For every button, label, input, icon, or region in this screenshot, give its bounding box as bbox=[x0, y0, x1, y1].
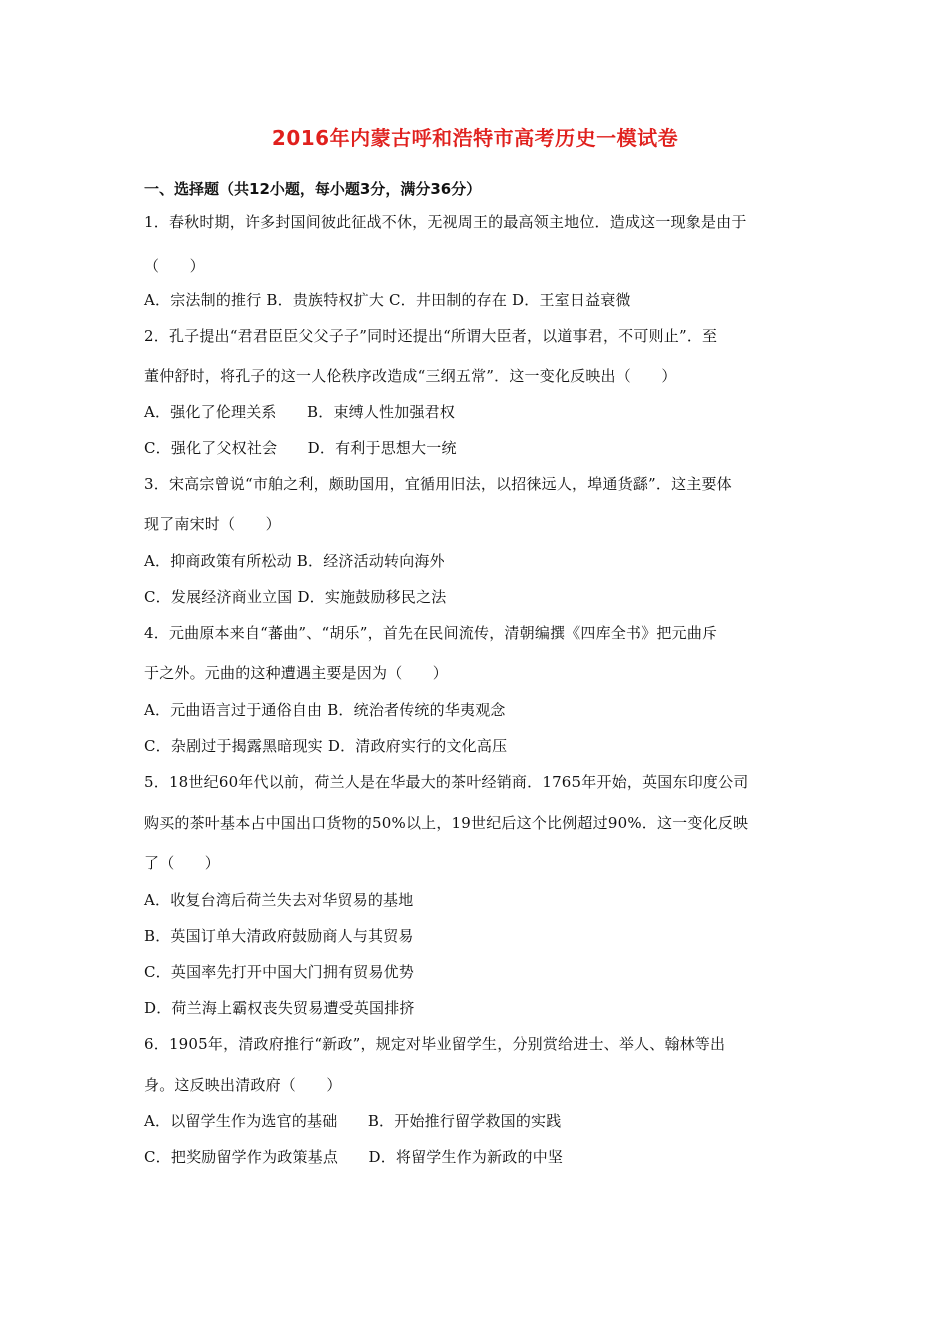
question-5-line-3: 了（ ） bbox=[144, 854, 221, 872]
question-2-line-2: 董仲舒时，将孔子的这一人伦秩序改造成“三纲五常”．这一变化反映出（ ） bbox=[144, 367, 677, 385]
question-2-option-cd: C．强化了父权社会 D．有利于思想大一统 bbox=[144, 439, 457, 457]
question-2-line-1: 2．孔子提出“君君臣臣父父子子”同时还提出“所谓大臣者，以道事君，不可则止”．至 bbox=[144, 327, 718, 345]
question-5-line-1: 5．18世纪60年代以前，荷兰人是在华最大的茶叶经销商．1765年开始，英国东印度公司 bbox=[144, 773, 749, 791]
exam-title: 2016年内蒙古呼和浩特市高考历史一模试卷 bbox=[271, 126, 679, 150]
question-4-line-1: 4．元曲原本来自“蕃曲”、“胡乐”，首先在民间流传，清朝编撰《四库全书》把元曲斥 bbox=[144, 624, 718, 642]
question-5-option-d: D．荷兰海上霸权丧失贸易遭受英国排挤 bbox=[144, 999, 415, 1017]
question-5-option-a: A．收复台湾后荷兰失去对华贸易的基地 bbox=[144, 891, 414, 909]
question-4-option-cd: C．杂剧过于揭露黑暗现实 D．清政府实行的文化高压 bbox=[144, 737, 508, 755]
question-3-line-2: 现了南宋时（ ） bbox=[144, 515, 281, 533]
question-3-line-1: 3．宋高宗曾说“市舶之利，颇助国用，宜循用旧法，以招徕远人，埠通货繇”．这主要体 bbox=[144, 475, 732, 493]
question-6-line-2: 身。这反映出清政府（ ） bbox=[144, 1076, 342, 1094]
question-1-line-2: （ ） bbox=[144, 257, 205, 275]
question-3-option-ab: A．抑商政策有所松动 B．经济活动转向海外 bbox=[144, 552, 445, 570]
question-5-line-2: 购买的茶叶基本占中国出口货物的50%以上，19世纪后这个比例超过90%．这一变化反映 bbox=[144, 814, 749, 832]
question-6-option-cd: C．把奖励留学作为政策基点 D．将留学生作为新政的中坚 bbox=[144, 1148, 564, 1166]
question-1-options: A．宗法制的推行 B．贵族特权扩大 C．井田制的存在 D．王室日益衰微 bbox=[144, 291, 631, 309]
question-6-option-ab: A．以留学生作为选官的基础 B．开始推行留学救国的实践 bbox=[144, 1112, 562, 1130]
question-4-line-2: 于之外。元曲的这种遭遇主要是因为（ ） bbox=[144, 664, 449, 682]
question-4-option-ab: A．元曲语言过于通俗自由 B．统治者传统的华夷观念 bbox=[144, 701, 506, 719]
question-5-option-b: B．英国订单大清政府鼓励商人与其贸易 bbox=[144, 927, 414, 945]
question-3-option-cd: C．发展经济商业立国 D．实施鼓励移民之法 bbox=[144, 588, 447, 606]
question-5-option-c: C．英国率先打开中国大门拥有贸易优势 bbox=[144, 963, 415, 981]
question-1-line-1: 1．春秋时期，许多封国间彼此征战不休，无视周王的最高领主地位．造成这一现象是由于 bbox=[144, 213, 747, 231]
question-6-line-1: 6．1905年，清政府推行“新政”，规定对毕业留学生，分别赏给进士、举人、翰林等出 bbox=[144, 1035, 726, 1053]
question-2-option-ab: A．强化了伦理关系 B．束缚人性加强君权 bbox=[144, 403, 456, 421]
section-heading: 一、选择题（共12小题，每小题3分，满分36分） bbox=[144, 180, 482, 198]
